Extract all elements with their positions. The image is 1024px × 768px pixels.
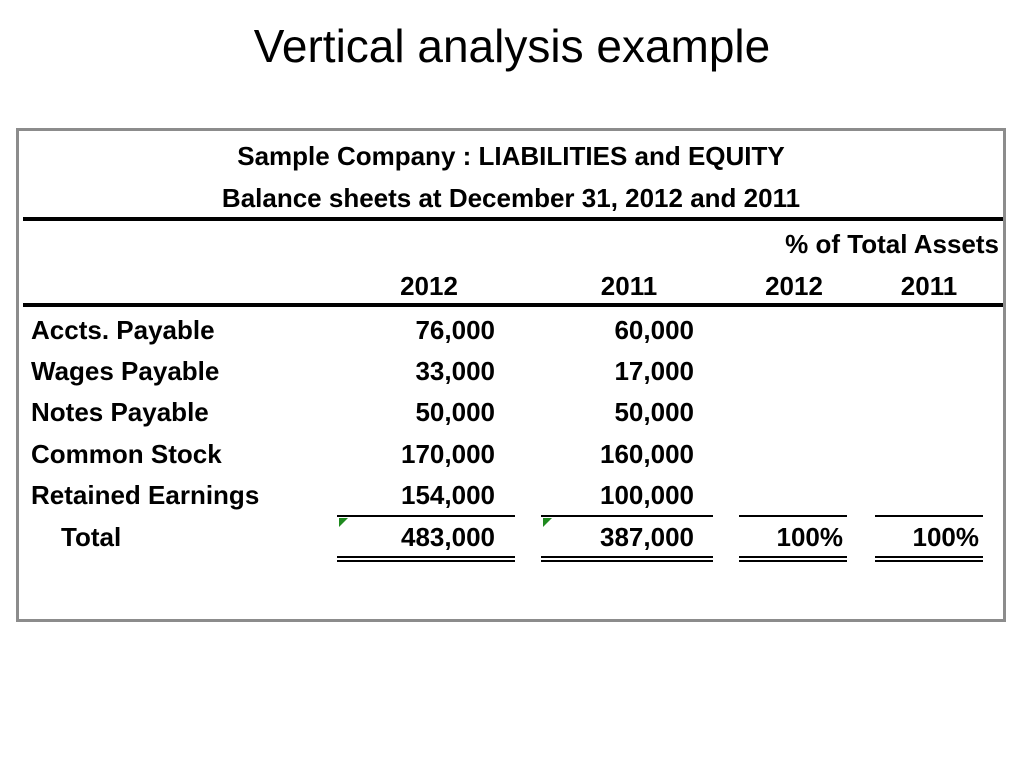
total-pct-2012: 100% [776,522,843,552]
row-value-2012: 154,000 [401,480,495,510]
row-value-2011: 100,000 [600,480,694,510]
header-rule-bottom [23,303,1003,307]
row-value-2012: 170,000 [401,439,495,469]
row-label: Retained Earnings [31,480,260,510]
row-label: Wages Payable [31,356,220,386]
statement-heading-date: Balance sheets at December 31, 2012 and 2011 [221,183,801,213]
total-double-underline-2011 [541,556,713,562]
total-value-2012: 483,000 [401,522,495,552]
subtotal-underline-2012 [337,515,515,517]
total-label: Total [61,522,122,552]
column-header-pct-2012: 2012 [765,271,823,301]
balance-sheet-table [16,128,1006,622]
row-value-2011: 50,000 [614,397,694,427]
total-pct-2011: 100% [912,522,979,552]
statement-heading-company: Sample Company : LIABILITIES and EQUITY [237,141,785,171]
row-label: Notes Payable [31,397,209,427]
slide-title: Vertical analysis example [253,20,771,72]
total-double-underline-pct-2012 [739,556,847,562]
subtotal-underline-pct-2012 [739,515,847,517]
column-header-2012: 2012 [400,271,458,301]
row-value-2012: 76,000 [415,315,495,345]
row-value-2011: 160,000 [600,439,694,469]
row-value-2012: 50,000 [415,397,495,427]
row-value-2011: 17,000 [614,356,694,386]
row-label: Common Stock [31,439,222,469]
subtotal-underline-2011 [541,515,713,517]
header-rule-top [23,217,1003,221]
row-label: Accts. Payable [31,315,215,345]
total-double-underline-pct-2011 [875,556,983,562]
row-value-2011: 60,000 [614,315,694,345]
subtotal-underline-pct-2011 [875,515,983,517]
total-value-2011: 387,000 [600,522,694,552]
total-double-underline-2012 [337,556,515,562]
percent-of-total-assets-header: % of Total Assets [785,229,999,259]
column-header-pct-2011: 2011 [900,271,958,301]
row-value-2012: 33,000 [415,356,495,386]
column-header-2011: 2011 [600,271,658,301]
